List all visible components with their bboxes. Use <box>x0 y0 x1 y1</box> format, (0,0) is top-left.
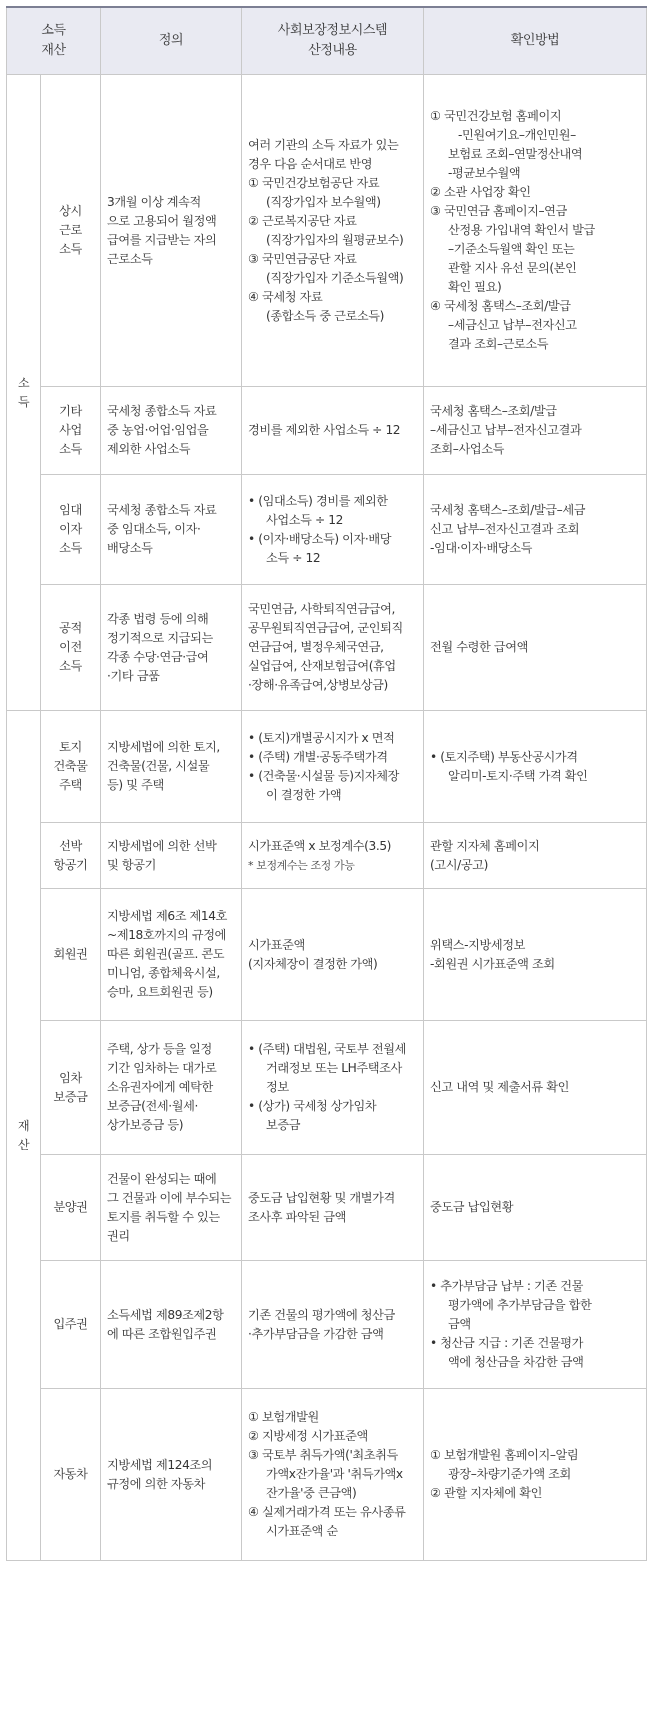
cell-line: 회원권 <box>53 947 88 961</box>
cell-line: 각종 수당·연금·급여 <box>107 649 209 664</box>
table-row <box>7 889 647 1021</box>
row-verify <box>424 711 647 823</box>
table-row <box>7 1389 647 1561</box>
cell-line: 연금급여, 별정우체국연금, <box>248 640 384 654</box>
row-subcategory <box>41 823 101 889</box>
cell-line: 득 <box>17 394 30 409</box>
row-calc <box>242 1155 424 1261</box>
cell-line: 등) 및 주택 <box>107 778 164 792</box>
cell-line: ④ 실제거래가격 또는 유사종류 <box>248 1505 406 1519</box>
cell-line: 시가표준액 <box>248 937 305 952</box>
cell-line: 기간 임차하는 대가로 <box>107 1061 217 1075</box>
cell-line: 지방세법에 의한 선박 <box>107 838 217 853</box>
cell-line: 사업소득 ÷ 12 <box>266 512 343 527</box>
cell-line: ·장해·유족급여,상병보상금) <box>248 678 388 692</box>
cell-line: ④ 국세청 홈택스–조회/발급 <box>430 299 571 313</box>
cell-line: 3개월 이상 계속적 <box>107 194 201 209</box>
cell-line: 토지 <box>59 740 82 754</box>
row-calc <box>242 1021 424 1155</box>
table-row <box>7 823 647 889</box>
cell-line: 여러 기관의 소득 자료가 있는 <box>248 137 399 152</box>
cell-line: ① 보험개발원 홈페이지–알림 <box>430 1448 579 1462</box>
cell-line: 공적 <box>59 621 82 635</box>
cell-line: 경비를 제외한 사업소득 ÷ 12 <box>248 423 401 437</box>
cell-line: • (토지주택) 부동산공시가격 <box>430 749 578 764</box>
cell-line: 중도금 납입현황 및 개별가격 <box>248 1190 395 1205</box>
cell-line: 결과 조회–근로소득 <box>448 337 549 351</box>
cell-line: -민원여기요–개인민원– <box>458 128 576 142</box>
cell-line: 산 <box>17 1137 30 1152</box>
cell-line: 거래정보 또는 LH주택조사 <box>266 1061 402 1075</box>
row-verify <box>424 475 647 585</box>
cell-line: 및 항공기 <box>107 857 156 872</box>
cell-line: 소득 <box>59 442 82 456</box>
cell-line: 소유권자에게 예탁한 <box>107 1080 213 1094</box>
row-definition <box>101 1261 242 1389</box>
cell-line: 소 <box>17 375 30 390</box>
cell-line: 국세청 종합소득 자료 <box>107 503 217 517</box>
cell-line: 급여를 지급받는 자의 <box>107 232 217 247</box>
cell-line: 미니엄, 종합체육시설, <box>107 966 220 980</box>
cell-line: 산정용 가입내역 확인서 발급 <box>448 223 595 237</box>
cell-line: 실업급여, 산재보험급여(휴업 <box>248 659 396 673</box>
cell-line: 소득 ÷ 12 <box>266 550 321 565</box>
cell-line: 정보 <box>266 1080 289 1094</box>
row-calc <box>242 711 424 823</box>
cell-line: ③ 국민연금 홈페이지–연금 <box>430 204 567 218</box>
cell-line: 이자 <box>59 522 82 536</box>
row-definition <box>101 475 242 585</box>
table-row <box>7 75 647 387</box>
cell-line: (직장가입자 기준소득월액) <box>266 270 404 285</box>
cell-line: 조사후 파악된 금액 <box>248 1209 346 1224</box>
cell-line: 기존 건물의 평가액에 청산금 <box>248 1307 395 1322</box>
row-calc <box>242 889 424 1021</box>
cell-line: –세금신고 납부–전자신고결과 <box>430 423 582 437</box>
row-definition <box>101 1021 242 1155</box>
cell-line: 배당소득 <box>107 541 153 555</box>
cell-line: 선박 <box>59 838 82 853</box>
cell-line: • (건축물·시설물 등)지자체장 <box>248 768 400 783</box>
row-verify <box>424 1021 647 1155</box>
table-row <box>7 711 647 823</box>
row-subcategory <box>41 387 101 475</box>
group-income <box>7 75 41 711</box>
row-verify <box>424 1389 647 1561</box>
row-calc <box>242 387 424 475</box>
cell-line: 항공기 <box>53 857 88 872</box>
cell-line: 권리 <box>107 1228 130 1243</box>
cell-line: ① 국민건강보험공단 자료 <box>248 175 380 190</box>
row-definition <box>101 823 242 889</box>
header-definition: 정의 <box>101 7 242 75</box>
cell-line: 신고 납부–전자신고결과 조회 <box>430 522 580 536</box>
cell-line: 이전 <box>59 640 82 654</box>
group-property <box>7 711 41 1561</box>
cell-line: ·추가부담금을 가감한 금액 <box>248 1326 384 1341</box>
cell-line: 보증금 <box>53 1089 88 1104</box>
cell-line: ③ 국토부 취득가액('최초취득 <box>248 1448 398 1462</box>
cell-line: 지방세법 제6조 제14호 <box>107 909 228 923</box>
cell-line: 재 <box>17 1118 30 1133</box>
cell-line: 건축물 <box>53 759 88 773</box>
cell-line: 소득 <box>59 242 82 256</box>
row-subcategory <box>41 711 101 823</box>
row-calc <box>242 75 424 387</box>
cell-line: (지자체장이 결정한 가액) <box>248 956 378 971</box>
row-verify <box>424 889 647 1021</box>
cell-line: –기준소득월액 확인 또는 <box>448 242 575 256</box>
cell-line: 주택, 상가 등을 일정 <box>107 1042 212 1056</box>
cell-line: 중도금 납입현황 <box>430 1200 514 1214</box>
cell-line: 관할 지자체 홈페이지 <box>430 838 540 853</box>
cell-line: 사업 <box>59 423 82 437</box>
cell-line: 임대 <box>59 503 82 517</box>
row-verify <box>424 75 647 387</box>
cell-line: 이 결정한 가액 <box>266 787 342 802</box>
cell-line: 공무원퇴직연금급여, 군인퇴직 <box>248 621 403 635</box>
cell-line: 소득 <box>59 659 82 673</box>
cell-line: 건축물(건물, 시설물 <box>107 759 210 773</box>
cell-line: 국세청 종합소득 자료 <box>107 404 217 418</box>
row-subcategory <box>41 585 101 711</box>
row-calc <box>242 585 424 711</box>
cell-line: 건물이 완성되는 때에 <box>107 1171 217 1186</box>
header-calc: 사회보장정보시스템 산정내용 <box>242 7 424 75</box>
row-subcategory <box>41 889 101 1021</box>
cell-line: 평가액에 추가부담금을 합한 <box>448 1298 592 1312</box>
cell-line: 입주권 <box>53 1317 88 1331</box>
cell-line: 근로소득 <box>107 251 153 266</box>
row-verify <box>424 585 647 711</box>
row-subcategory <box>41 1389 101 1561</box>
cell-line: 분양권 <box>53 1200 88 1214</box>
row-subcategory <box>41 1155 101 1261</box>
cell-line: ② 근로복지공단 자료 <box>248 213 357 228</box>
row-calc <box>242 823 424 889</box>
cell-line: 광장–차량기준가액 조회 <box>448 1467 571 1481</box>
row-calc <box>242 475 424 585</box>
row-definition <box>101 1155 242 1261</box>
row-calc <box>242 1389 424 1561</box>
row-verify <box>424 1155 647 1261</box>
cell-line: 소득 <box>59 541 82 555</box>
cell-line: 경우 다음 순서대로 반영 <box>248 156 373 171</box>
cell-line: 자동차 <box>53 1467 88 1481</box>
table-body <box>7 75 647 1561</box>
row-definition <box>101 711 242 823</box>
cell-line: ① 보험개발원 <box>248 1410 319 1424</box>
cell-line: 지방세법에 의한 토지, <box>107 740 220 754</box>
cell-line: 잔가율'중 큰금액) <box>266 1486 357 1500</box>
header-row <box>7 7 647 75</box>
cell-line: • 추가부담금 납부 : 기존 건물 <box>430 1279 583 1293</box>
row-definition <box>101 889 242 1021</box>
cell-line: ② 소관 사업장 확인 <box>430 185 531 199</box>
cell-line: 제외한 사업소득 <box>107 442 191 456</box>
table-row <box>7 1155 647 1261</box>
row-subcategory <box>41 475 101 585</box>
table-row <box>7 585 647 711</box>
cell-line: 위택스-지방세정보 <box>430 937 525 952</box>
row-definition <box>101 1389 242 1561</box>
income-property-table <box>6 6 647 1561</box>
cell-line: 가액x잔가율'과 '취득가액x <box>266 1467 403 1481</box>
cell-line: 각종 법령 등에 의해 <box>107 611 209 626</box>
cell-line: (직장가입자의 월평균보수) <box>266 232 404 247</box>
cell-line: • (주택) 대법원, 국토부 전월세 <box>248 1042 406 1056</box>
cell-line: 으로 고용되어 월정액 <box>107 213 217 228</box>
row-definition <box>101 387 242 475</box>
cell-line: 주택 <box>59 778 82 792</box>
table-row <box>7 1261 647 1389</box>
cell-line: • (임대소득) 경비를 제외한 <box>248 493 388 508</box>
cell-line: 규정에 의한 자동차 <box>107 1476 205 1491</box>
cell-line: ·기타 금품 <box>107 668 160 683</box>
cell-line: 상가보증금 등) <box>107 1118 184 1132</box>
cell-line: 근로 <box>59 223 82 237</box>
cell-line: 지방세법 제124조의 <box>107 1457 213 1472</box>
cell-line: 승마, 요트회원권 등) <box>107 985 213 999</box>
cell-line: 조회–사업소득 <box>430 442 504 456</box>
cell-line: 중 농업·어업·임업을 <box>107 423 209 437</box>
cell-line: 상시 <box>59 204 82 218</box>
cell-line: -임대·이자·배당소득 <box>430 541 532 555</box>
cell-line: 기타 <box>59 404 82 418</box>
cell-line: 정기적으로 지급되는 <box>107 630 213 645</box>
cell-line: 중 임대소득, 이자· <box>107 522 201 536</box>
cell-line: 보험료 조회–연말정산내역 <box>448 147 583 161</box>
row-subcategory <box>41 1261 101 1389</box>
row-verify <box>424 387 647 475</box>
cell-line: 신고 내역 및 제출서류 확인 <box>430 1080 570 1094</box>
cell-line: 시가표준액 x 보정계수(3.5) <box>248 838 392 853</box>
cell-line: 확인 필요) <box>448 280 502 294</box>
cell-line: -회원권 시가표준액 조회 <box>430 956 555 971</box>
cell-line: ② 관할 지자체에 확인 <box>430 1486 542 1500</box>
cell-line: 국세청 홈택스–조회/발급 <box>430 404 557 418</box>
cell-line: • (이자·배당소득) 이자·배당 <box>248 531 392 546</box>
cell-line: 토지를 취득할 수 있는 <box>107 1209 220 1224</box>
cell-line: (직장가입자 보수월액) <box>266 194 381 209</box>
cell-line: 전월 수령한 급여액 <box>430 640 528 654</box>
cell-line: • (토지)개별공시지가 x 면적 <box>248 730 395 745</box>
row-subcategory <box>41 75 101 387</box>
table-row <box>7 1021 647 1155</box>
row-verify <box>424 823 647 889</box>
cell-line: 국세청 홈택스–조회/발급–세금 <box>430 503 586 517</box>
cell-line: • (주택) 개별·공동주택가격 <box>248 749 388 764</box>
cell-line: 보증금 <box>266 1118 301 1132</box>
cell-line: 에 따른 조합원입주권 <box>107 1326 217 1341</box>
cell-line: 관할 지사 유선 문의(본인 <box>448 261 577 275</box>
cell-line: ② 지방세정 시가표준액 <box>248 1429 368 1443</box>
cell-line: (고시/공고) <box>430 857 488 872</box>
row-definition <box>101 585 242 711</box>
table-row <box>7 387 647 475</box>
cell-line: 따른 회원권(골프. 콘도 <box>107 947 225 961</box>
row-definition <box>101 75 242 387</box>
cell-line: 금액 <box>448 1317 471 1331</box>
cell-line: (종합소득 중 근로소득) <box>266 308 385 323</box>
cell-line: ~제18호까지의 규정에 <box>107 928 226 942</box>
cell-line: ③ 국민연금공단 자료 <box>248 251 357 266</box>
cell-line: ④ 국세청 자료 <box>248 289 323 304</box>
table-row <box>7 475 647 585</box>
cell-line: 국민연금, 사학퇴직연금급여, <box>248 602 395 616</box>
cell-line: 액에 청산금을 차감한 금액 <box>448 1355 584 1369</box>
row-subcategory <box>41 1021 101 1155</box>
cell-line: ① 국민건강보험 홈페이지 <box>430 109 562 123</box>
cell-line: 그 건물과 이에 부수되는 <box>107 1190 232 1205</box>
header-category: 소득 재산 <box>7 7 101 75</box>
note-line: * 보정계수는 조정 가능 <box>248 858 355 872</box>
cell-line: • 청산금 지급 : 기존 건물평가 <box>430 1336 583 1350</box>
cell-line: • (상가) 국세청 상가임차 <box>248 1099 377 1113</box>
cell-line: –세금신고 납부–전자신고 <box>448 318 577 332</box>
header-verify: 확인방법 <box>424 7 647 75</box>
cell-line: 소득세법 제89조제2항 <box>107 1307 224 1322</box>
cell-line: -평균보수월액 <box>448 166 521 180</box>
cell-line: 알리미-토지·주택 가격 확인 <box>448 768 588 783</box>
row-calc <box>242 1261 424 1389</box>
cell-line: 시가표준액 순 <box>266 1524 338 1538</box>
cell-line: 보증금(전세·월세· <box>107 1099 198 1113</box>
row-verify <box>424 1261 647 1389</box>
cell-line: 임차 <box>59 1070 82 1085</box>
